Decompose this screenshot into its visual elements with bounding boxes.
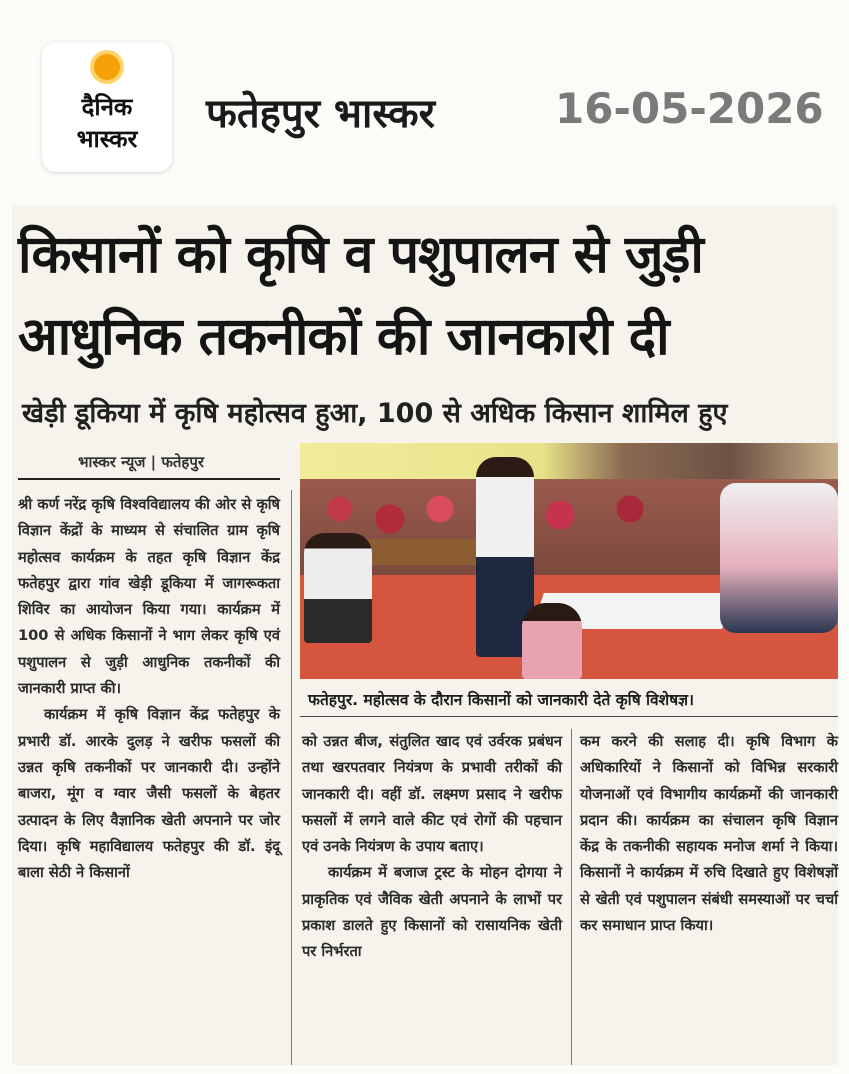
article-column-1 (18, 492, 280, 886)
headline-line2: आधुनिक तकनीकों की जानकारी दी (18, 307, 669, 367)
photo-right-audience (720, 483, 838, 633)
photo-caption: फतेहपुर. महोत्सव के दौरान किसानों को जानकारी देते कृषि विशेषज्ञ। (300, 679, 838, 717)
edition-date: 16-05-2026 (555, 84, 824, 133)
sun-icon (94, 54, 120, 80)
byline-divider (18, 478, 280, 480)
paragraph: को उन्नत बीज, संतुलित खाद एवं उर्वरक प्रबंधन तथा खरपतवार नियंत्रण के प्रभावी तरीकों की जानकारी दी। वहीं डॉ. लक्ष्मण प्रसाद ने खरीफ फसलों में लगने वाले कीट एवं रोगों की पहचान एवं उनके नियंत्रण के उपाय बताए। (302, 733, 562, 856)
photo-seated-man (304, 533, 372, 643)
paragraph: कम करने की सलाह दी। कृषि विभाग के अधिकारियों ने किसानों को विभिन्न सरकारी योजनाओं एवं विभागीय कार्यक्रमों की जानकारी प्रदान की। कार्यक्रम का संचालन कृषि विज्ञान केंद्र के तकनीकी सहायक मनोज शर्मा ने किया। किसानों ने कार्यक्रम में रुचि दिखाते हुए विशेषज्ञों से खेती एवं पशुपालन संबंधी समस्याओं पर चर्चा कर समाधान प्राप्त किया। (580, 733, 838, 935)
byline: भास्कर न्यूज | फतेहपुर (78, 453, 205, 471)
paragraph (18, 702, 280, 886)
logo-text-line1: दैनिक (81, 93, 133, 121)
header (0, 0, 849, 185)
article-column-2 (302, 729, 562, 966)
column-divider (291, 490, 292, 1065)
news-photo (300, 443, 838, 679)
paragraph-text: कार्यक्रम में कृषि विज्ञान केंद्र फतेहपुर के प्रभारी डॉ. आरके दुलड़ ने खरीफ फसलों की उन्नत कृषि तकनीकों पर जानकारी दी। उन्होंने बाजरा, मूंग व ग्वार जैसी फसलों के बेहतर उत्पादन के लिए वैज्ञानिक खेती अपनाने पर जोर दिया। कृषि महाविद्यालय फतेहपुर की डॉ. इंदू बाला सेठी ने किसानों (18, 706, 280, 882)
edition-title: फतेहपुर भास्कर (206, 91, 436, 137)
paragraph (302, 860, 562, 965)
paragraph: श्री कर्ण नरेंद्र कृषि विश्वविद्यालय की ओर से कृषि विज्ञान केंद्रों के माध्यम से संचालित ग्राम कृषि महोत्सव कार्यक्रम के तहत कृषि विज्ञान केंद्र फतेहपुर द्वारा गांव खेड़ी डूकिया में जागरूकता शिविर का आयोजन किया गया। कार्यक्रम में 100 से अधिक किसानों ने भाग लेकर कृषि एवं पशुपालन से जुड़ी आधुनिक तकनीकों की जानकारी प्राप्त की। (18, 496, 280, 698)
paragraph-text: कार्यक्रम में बजाज ट्रस्ट के मोहन दोगया ने प्राकृतिक एवं जैविक खेती अपनाने के लाभों पर प्रकाश डालते हुए किसानों को रासायनिक खेती पर निर्भरता (302, 864, 562, 961)
photo-girl (522, 603, 582, 679)
article-column-3 (580, 729, 838, 939)
dainik-bhaskar-logo (42, 42, 172, 172)
subheadline: खेड़ी डूकिया में कृषि महोत्सव हुआ, 100 से अधिक किसान शामिल हुए (22, 398, 728, 429)
headline-line1: किसानों को कृषि व पशुपालन से जुड़ी (18, 225, 703, 285)
logo-text-line2: भास्कर (76, 125, 138, 153)
column-divider (571, 729, 572, 1065)
